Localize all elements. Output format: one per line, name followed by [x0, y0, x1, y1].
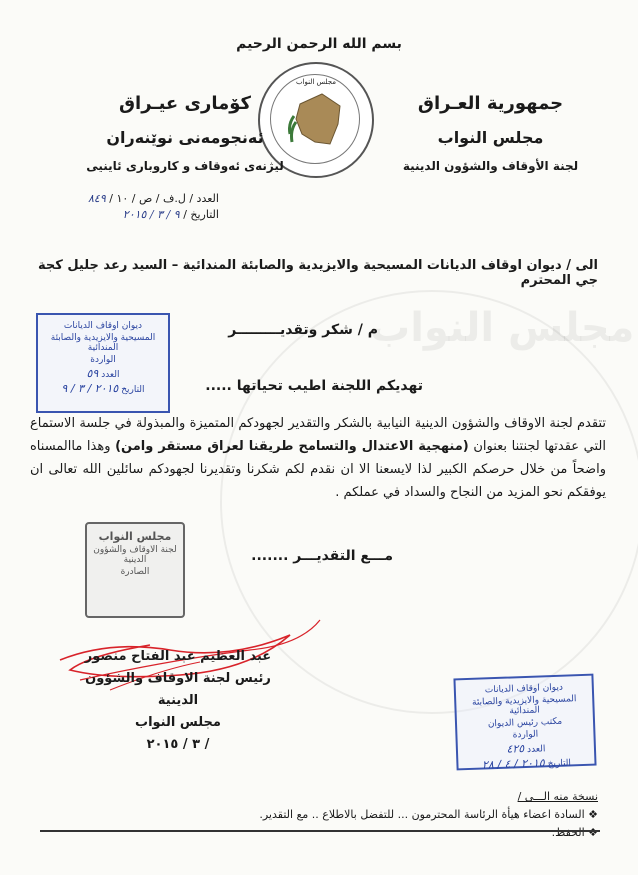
reference-block: [88, 192, 219, 224]
copy-item-archive: ❖ الحفظ.: [551, 826, 598, 839]
greeting-line: تهديكم اللجنة اطيب تحياتها .....: [205, 378, 423, 394]
session-title: (منهجية الاعتدال والتسامح طريقنا لعراق مستقر وامن): [115, 439, 469, 454]
signer-title: رئيس لجنة الاوقاف والشؤون الدينية: [85, 671, 271, 708]
header-arabic: [383, 93, 598, 173]
incoming-stamp: ديوان اوقاف الديانات المسيحية والايزيدية والصابئة المندائية الواردة العدد ٥٩ التاريخ ٢٠١٥ / ٣ / ٩: [36, 313, 170, 413]
signature-block: [78, 646, 278, 756]
subject-line: م / شكر وتقديـــــــــر: [228, 322, 378, 338]
office-incoming-stamp: ديوان اوقاف الديانات المسيحية والايزيدية والصابئة المندائية مكتب رئيس الديوان الواردة العدد ٤٢٥ التاريخ ٢٠١٥ / ٤ / ٢٨: [453, 674, 596, 771]
signer-name: عبد العظيم عبد الفتاح منصور: [84, 649, 272, 664]
header-kurdish: [85, 93, 285, 173]
watermark-text: مجلس النواب: [370, 305, 635, 351]
outgoing-stamp: مجلس النواب لجنة الاوقاف والشؤون الدينية الصادرة: [85, 522, 185, 618]
copies-block: [38, 788, 598, 842]
copy-item-presidency: ❖ السادة اعضاء هيأة الرئاسة المحترمون ... للتفضل بالاطلاع .. مع التقدير.: [259, 808, 598, 821]
reference-number: العدد / ل.ف / ص / ١٠ / ٨٤٩: [88, 192, 219, 205]
addressee-line: الى / ديوان اوقاف الديانات المسيحية والايزيدية والصابئة المندائية – السيد رعد جليل كجة جي المحترم: [37, 258, 598, 288]
reference-date-value: ٩ / ٣ / ٢٠١٥: [122, 208, 180, 221]
copies-title: نسخة منه الـــى /: [517, 790, 598, 803]
header-council: مجلس النواب: [437, 128, 544, 147]
header-council-kurdish: ئەنجومەنى نوێنەران: [106, 128, 264, 147]
emblem-title: مجلس النواب: [295, 78, 337, 86]
footer-rule: [40, 830, 600, 832]
header-country-kurdish: كۆمارى عيـراق: [118, 93, 252, 114]
header-committee: لجنة الأوقاف والشؤون الدينية: [402, 159, 579, 173]
signature-date: / ٣ / ٢٠١٥: [146, 737, 210, 752]
header-committee-kurdish: ليژنەى ئەوقاف و كاروبارى ئاينيى: [86, 159, 284, 173]
basmala: بسم الله الرحمن الرحيم: [236, 36, 402, 52]
closing-line: مـــع التقديـــر .......: [251, 548, 393, 564]
header-country: جمهورية العـراق: [417, 93, 564, 114]
reference-date: التاريخ / ٩ / ٣ / ٢٠١٥: [122, 208, 219, 221]
signer-org: مجلس النواب: [135, 715, 221, 730]
letter-body: تتقدم لجنة الاوقاف والشؤون الدينية النيابية بالشكر والتقدير لجهودكم المتميزة والمبذولة في جلسة الاستماع التي عقدتها لجنتنا بعنوان (منهجية الاعتدال والتسامح طريقنا لعراق مستقر وامن) وهذا ماالمسناه واضحاً من خلال حرصكم الكبير لذا لايسعنا الا ان نقدم لكم شكرنا وتقديرنا لجهودكم سائلين الله تعالى ان يوفقكم نحو المزيد من النجاح والسداد في عملكم .: [30, 416, 606, 500]
reference-number-value: ٨٤٩: [88, 192, 106, 205]
